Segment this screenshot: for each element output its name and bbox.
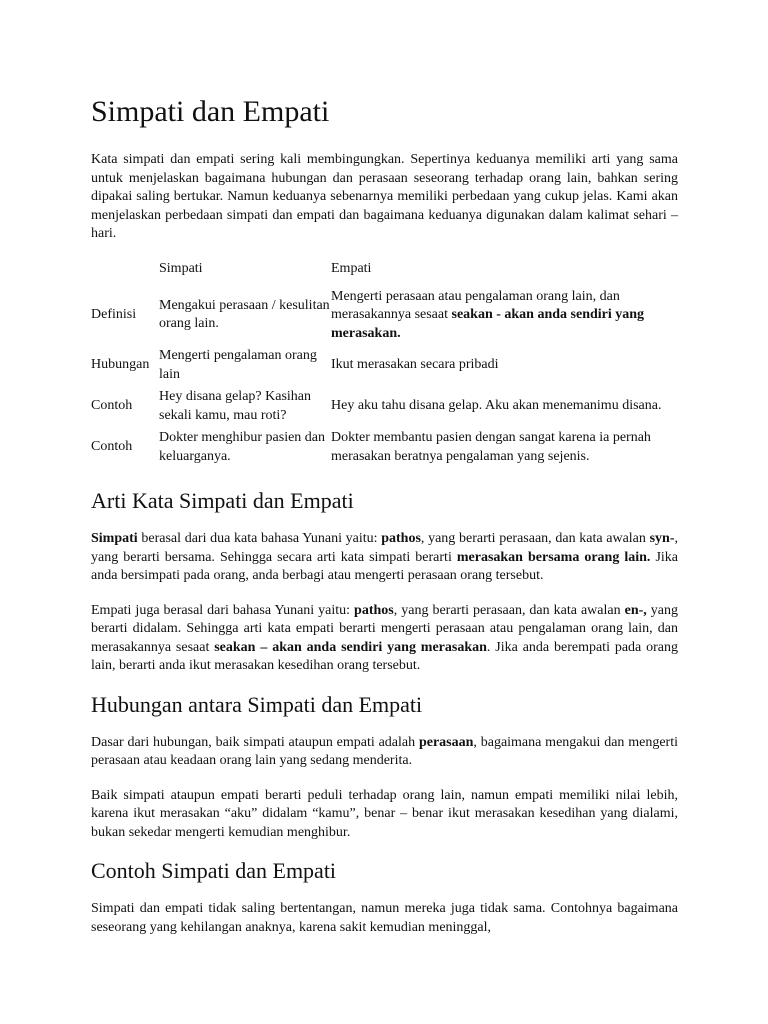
table-row bbox=[91, 286, 676, 346]
bold-term: syn- bbox=[649, 531, 675, 546]
simpati-cell: Hey disana gelap? Kasihan sekali kamu, mau roti? bbox=[159, 389, 311, 423]
section-heading: Arti Kata Simpati dan Empati bbox=[91, 488, 354, 513]
paragraph-text: , yang berarti bersama. Sehingga secara arti kata simpati berarti bbox=[91, 531, 678, 565]
simpati-cell: Mengakui perasaan / kesulitan orang lain. bbox=[159, 297, 330, 332]
page-title: Simpati dan Empati bbox=[91, 95, 330, 128]
paragraph-text: berasal dari dua kata bahasa Yunani yaitu: bbox=[137, 531, 382, 546]
row-label: Definisi bbox=[91, 307, 137, 322]
empati-text: Mengerti perasaan atau pengalaman orang lain, dan merasakannya sesaat bbox=[331, 288, 620, 322]
bold-term: pathos bbox=[381, 531, 421, 546]
empati-paragraph bbox=[91, 602, 678, 676]
bold-term: en-, bbox=[624, 602, 647, 618]
hubungan-paragraph-2: Baik simpati ataupun empati berarti peduli terhadap orang lain, namun empati memiliki nilai lebih, karena ikut merasakan “aku” didalam “kamu”, benar – benar ikut merasakan kesedihan yang dialami, bukan sekedar mengerti kemudian menghibur. bbox=[91, 787, 678, 840]
paragraph-text: , yang berarti perasaan, dan kata awalan bbox=[420, 531, 650, 546]
empati-cell bbox=[331, 286, 676, 346]
table-header-simpati: Simpati bbox=[159, 260, 203, 276]
hubungan-paragraph bbox=[91, 734, 678, 771]
table-row bbox=[91, 345, 676, 386]
bold-term: pathos bbox=[354, 602, 394, 618]
table-header-cell bbox=[91, 260, 159, 286]
bold-term: perasaan bbox=[418, 734, 474, 750]
intro-paragraph: Kata simpati dan empati sering kali membingungkan. Sepertinya keduanya memiliki arti yang sama untuk menjelaskan bagaimana hubungan dan perasaan seseorang terhadap orang lain, bahkan sering dipakai saling bertukar. Namun keduanya sebenarnya memiliki perbedaan yang cukup jelas. Kami akan menjelaskan perbedaan simpati dan empati dan bagaimana keduanya digunakan dalam kalimat sehari – hari. bbox=[91, 152, 678, 241]
table-header-empati: Empati bbox=[331, 260, 372, 276]
paragraph-text: , yang berarti perasaan, dan kata awalan bbox=[393, 602, 625, 618]
row-label: Contoh bbox=[91, 439, 133, 455]
paragraph-text: . Jika anda berempati pada orang lain, berarti anda ikut merasakan kesedihan orang tersebut. bbox=[91, 639, 678, 673]
paragraph-text: Dasar dari hubungan, baik simpati ataupun empati adalah bbox=[91, 734, 419, 750]
table-row bbox=[91, 427, 676, 468]
bold-term: Simpati bbox=[91, 531, 138, 546]
paragraph-text: Jika anda bersimpati pada orang, anda berbagi atau mengerti perasaan orang tersebut. bbox=[91, 549, 678, 583]
document-content bbox=[91, 95, 678, 953]
section-heading: Contoh Simpati dan Empati bbox=[91, 858, 337, 883]
paragraph-text: yang berarti didalam. Sehingga arti kata empati berarti mengerti perasaan atau pengalaman orang lain, dan merasakannya sesaat bbox=[91, 602, 678, 655]
table-header-row bbox=[91, 260, 676, 286]
simpati-paragraph bbox=[91, 530, 678, 586]
paragraph-text: Empati juga berasal dari bahasa Yunani yaitu: bbox=[91, 602, 355, 618]
simpati-cell: Dokter menghibur pasien dan keluarganya. bbox=[159, 430, 326, 464]
empati-cell: Hey aku tahu disana gelap. Aku akan menemanimu disana. bbox=[331, 398, 662, 414]
empati-cell: Ikut merasakan secara pribadi bbox=[331, 357, 499, 373]
table-row bbox=[91, 386, 676, 427]
bold-term: seakan – akan anda sendiri yang merasakan bbox=[214, 639, 487, 655]
empati-bold-text: seakan - akan anda sendiri yang merasakan. bbox=[331, 307, 645, 341]
bold-term: merasakan bersama orang lain. bbox=[456, 549, 651, 565]
row-label: Contoh bbox=[91, 398, 133, 414]
comparison-table bbox=[91, 260, 676, 469]
paragraph-text: , bagaimana mengakui dan mengerti perasaan atau keadaan orang lain yang sedang menderita. bbox=[91, 734, 678, 768]
contoh-paragraph: Simpati dan empati tidak saling bertentangan, namun mereka juga tidak sama. Contohnya bagaimana seseorang yang kehilangan anaknya, karena sakit kemudian meninggal, bbox=[91, 901, 678, 935]
section-heading: Hubungan antara Simpati dan Empati bbox=[91, 691, 423, 717]
empati-cell: Dokter membantu pasien dengan sangat karena ia pernah merasakan beratnya pengalaman yang sejenis. bbox=[331, 430, 651, 464]
row-label: Hubungan bbox=[91, 357, 150, 373]
simpati-cell: Mengerti pengalaman orang lain bbox=[159, 348, 317, 382]
